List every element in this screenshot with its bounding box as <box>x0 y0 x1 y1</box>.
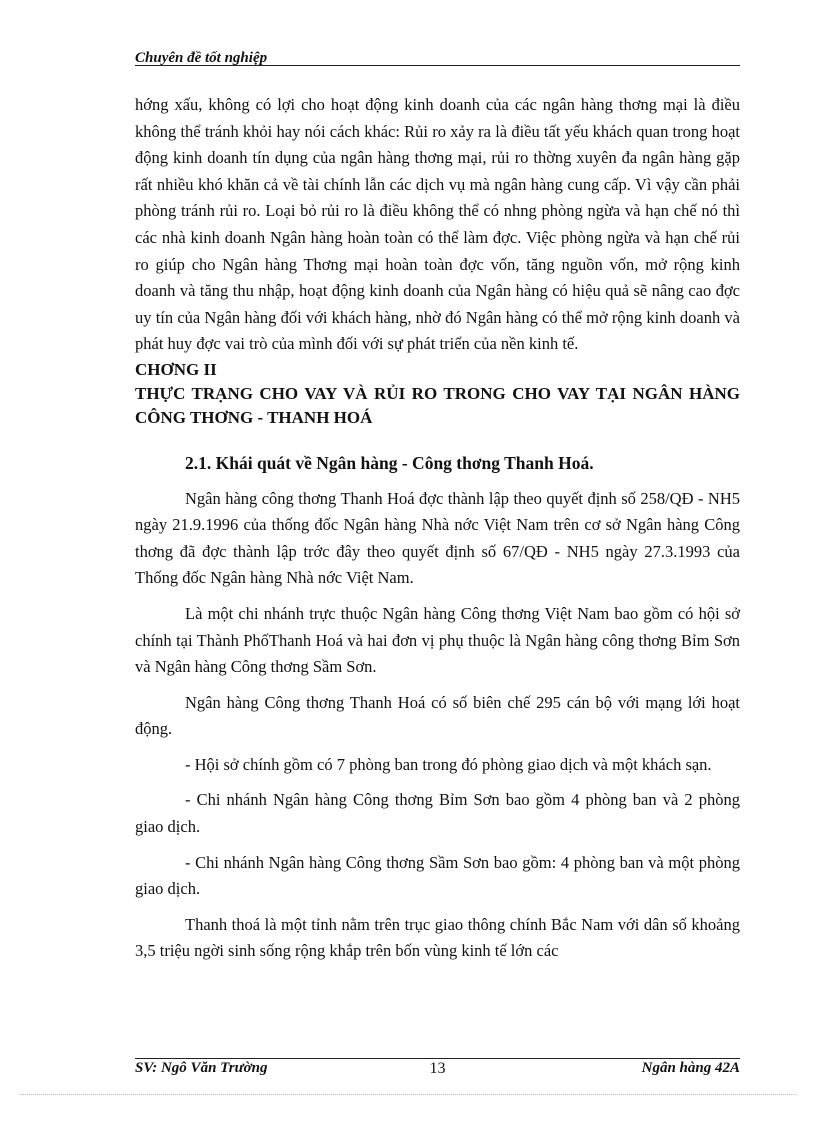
chapter-title: THỰC TRẠNG CHO VAY VÀ RỦI RO TRONG CHO VAY TẠI NGÂN HÀNG CÔNG THƠNG - THANH HOÁ <box>135 383 740 427</box>
paragraph: - Hội sở chính gồm có 7 phòng ban trong đó phòng giao dịch và một khách sạn. <box>185 754 712 774</box>
section-heading: 2.1. Khái quát về Ngân hàng - Công thơng Thanh Hoá. <box>185 452 594 473</box>
running-header: Chuyên đề tốt nghiệp <box>135 50 268 66</box>
paragraph: Thanh thoá là một tỉnh nằm trên trục giao thông chính Bắc Nam với dân số khoảng 3,5 triệu ngời sinh sống rộng khắp trên bốn vùng kinh tế lớn các <box>135 914 740 961</box>
header-rule <box>135 65 740 66</box>
page-number: 13 <box>429 1060 446 1077</box>
paragraph: hớng xấu, không có lợi cho hoạt động kinh doanh của các ngân hàng thơng mại là điều không thể tránh khỏi hay nói cách khác: Rủi ro xảy ra là điều tất yếu khách quan trong hoạt động kinh doanh tín dụng của ngân hàng thơng mại, rủi ro thờng xuyên đa ngân hàng gặp rất nhiều khó khăn cả về tài chính lẫn các dịch vụ mà ngân hàng cung cấp. Vì vậy cần phải phòng tránh rủi ro. Loại bỏ rủi ro là điều không thể có nhng phòng ngừa và hạn chế nó thì các nhà kinh doanh Ngân hàng hoàn toàn có thể làm đợc. Việc phòng ngừa và hạn chế rủi ro giúp cho Ngân hàng Thơng mại hoàn toàn đợc vốn, tăng nguồn vốn, mở rộng kinh doanh và tăng thu nhập, hoạt động kinh doanh của Ngân hàng có hiệu quả sẽ nâng cao đợc uy tín của Ngân hàng đối với khách hàng, nhờ đó Ngân hàng có thể mở rộng kinh doanh và phát huy đợc vai trò của mình đối với sự phát triển của nền kinh tế. <box>135 95 740 354</box>
chapter-number: CHƠNG II <box>135 359 217 379</box>
paragraph: Là một chi nhánh trực thuộc Ngân hàng Công thơng Việt Nam bao gồm có hội sở chính tại Thành PhốThanh Hoá và hai đơn vị phụ thuộc là Ngân hàng công thơng Bỉm Sơn và Ngân hàng Công thơng Sầm Sơn. <box>135 603 740 677</box>
paragraph: - Chi nhánh Ngân hàng Công thơng Bỉm Sơn bao gồm 4 phòng ban và 2 phòng giao dịch. <box>135 790 740 837</box>
paragraph: Ngân hàng công thơng Thanh Hoá đợc thành lập theo quyết định số 258/QĐ - NH5 ngày 21.9.1996 của thống đốc Ngân hàng Nhà nớc Việt Nam trên cơ sở Ngân hàng Công thơng đã đợc thành lập trớc đây theo quyết định số 67/QĐ - NH5 ngày 27.3.1993 của Thống đốc Ngân hàng Nhà nớc Việt Nam. <box>135 488 740 588</box>
paragraph: Ngân hàng Công thơng Thanh Hoá có số biên chế 295 cán bộ với mạng lới hoạt động. <box>135 692 740 739</box>
page-edge-dots <box>20 1094 796 1095</box>
page-body <box>135 92 740 965</box>
footer-rule <box>135 1058 740 1059</box>
footer-class: Ngân hàng 42A <box>641 1060 740 1076</box>
paragraph: - Chi nhánh Ngân hàng Công thơng Sầm Sơn bao gồm: 4 phòng ban và một phòng giao dịch. <box>135 852 740 899</box>
footer-author: SV: Ngô Văn Trường <box>135 1060 268 1076</box>
